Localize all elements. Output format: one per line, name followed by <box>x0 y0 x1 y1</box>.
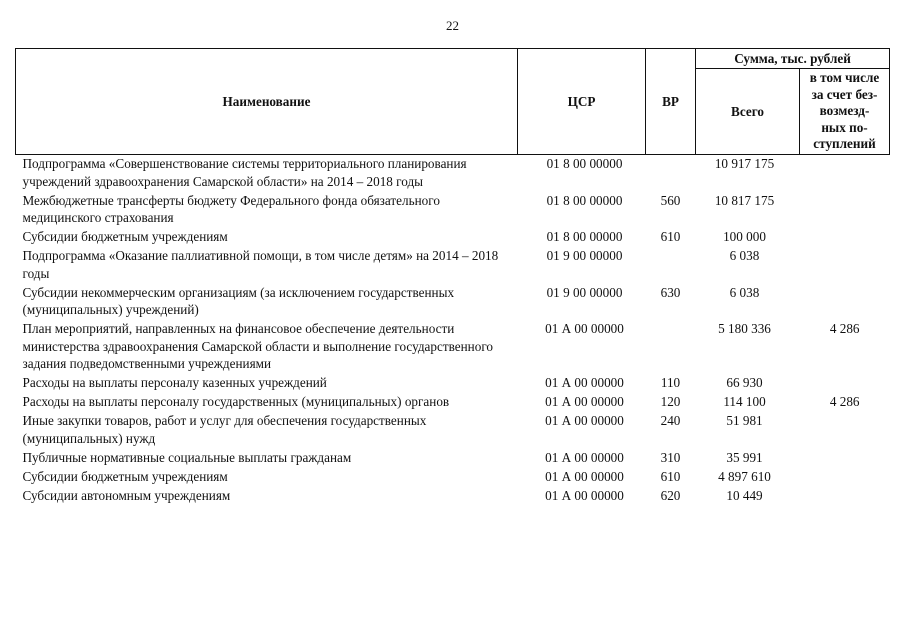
table-row <box>16 487 890 506</box>
row-vr <box>646 155 696 192</box>
row-vr: 560 <box>660 192 681 208</box>
row-vr: 110 <box>660 375 681 390</box>
row-vr: 240 <box>660 413 681 428</box>
header-grants-line: за счет без- <box>811 86 878 102</box>
budget-table-container <box>15 48 889 506</box>
row-vr <box>646 247 696 284</box>
row-vr: 620 <box>660 487 681 503</box>
row-total: 66 930 <box>726 375 763 390</box>
row-csr: 01 А 00 00000 <box>545 413 624 428</box>
row-name: Субсидии автономным учреждениям <box>22 487 231 503</box>
row-name: План мероприятий, направленных на финансовое обеспечение деятельности министерства здравоохранения Самарской области и выполнение государственного задания подведомственными учреждениями <box>22 321 493 371</box>
table-row <box>16 247 890 284</box>
row-name: Межбюджетные трансферты бюджету Федерального фонда обязательного медицинского страхования <box>22 192 440 225</box>
table-row <box>16 284 890 321</box>
page-number: 22 <box>446 18 459 33</box>
row-csr: 01 9 00 00000 <box>546 284 623 300</box>
table-header <box>16 49 890 155</box>
row-total: 35 991 <box>726 449 763 465</box>
row-total: 10 917 175 <box>714 156 775 171</box>
table-row <box>16 468 890 487</box>
header-sum-group: Сумма, тыс. рублей <box>696 49 890 69</box>
header-vr: ВР <box>646 49 696 155</box>
row-vr: 120 <box>660 394 681 409</box>
row-total: 6 038 <box>729 284 760 300</box>
row-name: Подпрограмма «Совершенствование системы территориального планирования учреждений здравоохранения Самарской области» на 2014 – 2018 годы <box>22 156 467 189</box>
header-grants-line: возмезд- <box>819 103 870 119</box>
row-csr: 01 8 00 00000 <box>546 192 623 208</box>
row-vr <box>646 320 696 374</box>
row-vr: 630 <box>660 284 681 300</box>
table-row <box>16 374 890 393</box>
row-csr: 01 А 00 00000 <box>545 449 624 465</box>
row-grants <box>800 247 890 284</box>
row-name: Публичные нормативные социальные выплаты гражданам <box>22 449 352 465</box>
row-name: Иные закупки товаров, работ и услуг для обеспечения государственных (муниципальных) нужд <box>22 413 427 446</box>
row-total: 10 449 <box>726 487 763 503</box>
row-csr: 01 8 00 00000 <box>546 229 623 244</box>
row-total: 100 000 <box>723 229 766 244</box>
table-body <box>16 155 890 506</box>
header-name: Наименование <box>16 49 518 155</box>
header-grants <box>800 69 890 155</box>
header-csr: ЦСР <box>518 49 646 155</box>
row-vr: 610 <box>660 229 681 244</box>
row-grants <box>800 449 890 468</box>
table-row <box>16 228 890 247</box>
row-grants <box>800 412 890 449</box>
row-total: 51 981 <box>726 413 763 428</box>
row-total: 4 897 610 <box>718 468 771 484</box>
row-name: Субсидии бюджетным учреждениям <box>22 229 228 244</box>
row-total: 10 817 175 <box>714 192 775 208</box>
row-csr: 01 9 00 00000 <box>546 248 623 263</box>
table-row <box>16 155 890 192</box>
row-grants <box>800 228 890 247</box>
table-row <box>16 449 890 468</box>
row-grants <box>800 487 890 506</box>
row-csr: 01 А 00 00000 <box>545 487 624 503</box>
table-row <box>16 320 890 374</box>
row-name: Субсидии бюджетным учреждениям <box>22 468 228 484</box>
row-total: 6 038 <box>729 248 760 263</box>
row-csr: 01 А 00 00000 <box>545 375 624 390</box>
row-name: Расходы на выплаты персоналу государственных (муниципальных) органов <box>22 394 450 409</box>
row-total: 5 180 336 <box>718 321 771 336</box>
row-grants: 4 286 <box>829 394 860 409</box>
table-row <box>16 393 890 412</box>
header-grants-line: ступлений <box>813 136 876 152</box>
table-row <box>16 412 890 449</box>
table-row <box>16 192 890 229</box>
header-grants-line: в том числе <box>809 70 880 86</box>
row-csr: 01 А 00 00000 <box>545 394 624 409</box>
row-grants <box>800 374 890 393</box>
row-csr: 01 8 00 00000 <box>546 156 623 171</box>
row-grants: 4 286 <box>829 321 860 336</box>
header-grants-line: ных по- <box>821 119 868 135</box>
row-grants <box>800 192 890 229</box>
row-vr: 610 <box>660 468 681 484</box>
row-csr: 01 А 00 00000 <box>545 468 624 484</box>
row-vr: 310 <box>660 449 681 465</box>
row-csr: 01 А 00 00000 <box>545 321 624 336</box>
row-name: Субсидии некоммерческим организациям (за исключением государственных (муниципальных) учреждений) <box>22 284 455 317</box>
header-total: Всего <box>696 69 800 155</box>
budget-table <box>15 48 890 506</box>
row-grants <box>800 468 890 487</box>
row-total: 114 100 <box>723 394 766 409</box>
row-name: Расходы на выплаты персоналу казенных учреждений <box>22 375 327 390</box>
row-name: Подпрограмма «Оказание паллиативной помощи, в том числе детям» на 2014 – 2018 годы <box>22 248 499 281</box>
row-grants <box>800 155 890 192</box>
row-grants <box>800 284 890 321</box>
